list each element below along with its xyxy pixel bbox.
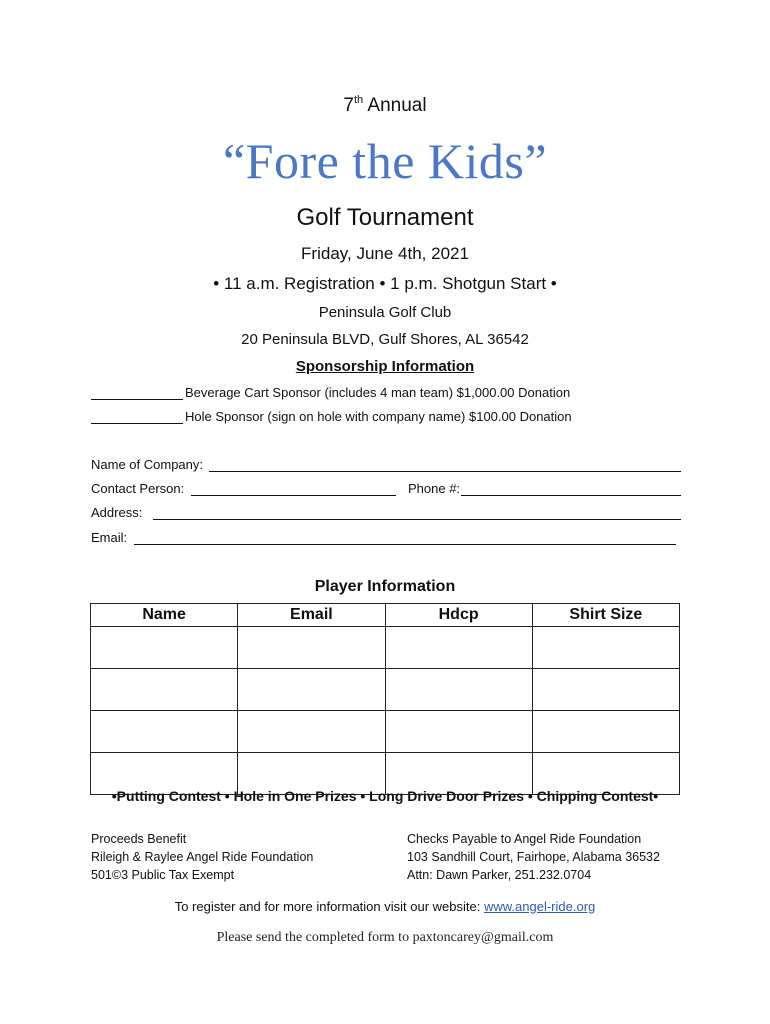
player-name-cell[interactable] bbox=[91, 627, 238, 669]
company-input-line[interactable] bbox=[209, 457, 681, 472]
col-name: Name bbox=[91, 604, 238, 627]
sponsor-option-label: Hole Sponsor (sign on hole with company name) $100.00 Donation bbox=[185, 409, 572, 424]
email-field bbox=[91, 530, 681, 548]
address-field bbox=[91, 505, 681, 523]
annual-suffix: th bbox=[353, 94, 364, 106]
contests-line: •Putting Contest • Hole in One Prizes • Long Drive Door Prizes • Chipping Contest• bbox=[111, 788, 659, 804]
website-link[interactable]: www.angel-ride.org bbox=[483, 899, 596, 914]
annual-heading bbox=[0, 94, 770, 117]
company-label: Name of Company: bbox=[91, 457, 203, 472]
player-name-cell[interactable] bbox=[91, 669, 238, 711]
checks-payable-block bbox=[407, 830, 660, 884]
player-shirt-cell[interactable] bbox=[532, 669, 679, 711]
email-input-line[interactable] bbox=[134, 530, 676, 545]
player-hdcp-cell[interactable] bbox=[385, 711, 532, 753]
address-label: Address: bbox=[91, 505, 143, 520]
player-table-header bbox=[91, 604, 680, 627]
sponsorship-heading: Sponsorship Information bbox=[295, 358, 475, 375]
player-email-cell[interactable] bbox=[238, 711, 385, 753]
event-address: 20 Peninsula BLVD, Gulf Shores, AL 36542 bbox=[241, 331, 529, 348]
player-heading: Player Information bbox=[314, 578, 456, 595]
table-row bbox=[91, 627, 680, 669]
event-subtitle: Golf Tournament bbox=[296, 204, 474, 231]
player-table bbox=[90, 603, 680, 795]
table-row bbox=[91, 669, 680, 711]
player-shirt-cell[interactable] bbox=[532, 627, 679, 669]
player-hdcp-cell[interactable] bbox=[385, 627, 532, 669]
phone-input-line[interactable] bbox=[461, 481, 681, 496]
player-shirt-cell[interactable] bbox=[532, 711, 679, 753]
address-input-line[interactable] bbox=[153, 505, 681, 520]
player-email-cell[interactable] bbox=[238, 669, 385, 711]
player-hdcp-cell[interactable] bbox=[385, 669, 532, 711]
send-form-line: Please send the completed form to paxtoncarey@gmail.com bbox=[216, 930, 554, 945]
contact-label: Contact Person: bbox=[91, 481, 185, 496]
table-row bbox=[91, 711, 680, 753]
checks-line: 103 Sandhill Court, Fairhope, Alabama 36532 bbox=[407, 850, 660, 864]
benefit-line: Proceeds Benefit bbox=[91, 832, 187, 846]
col-shirt-size: Shirt Size bbox=[532, 604, 679, 627]
sponsor-option-label: Beverage Cart Sponsor (includes 4 man team) $1,000.00 Donation bbox=[185, 385, 571, 400]
event-times: • 11 a.m. Registration • 1 p.m. Shotgun Start • bbox=[213, 274, 557, 293]
player-name-cell[interactable] bbox=[91, 711, 238, 753]
event-date: Friday, June 4th, 2021 bbox=[301, 244, 469, 263]
sponsor-blank-beverage-cart[interactable] bbox=[91, 385, 183, 400]
contact-input-line[interactable] bbox=[191, 481, 396, 496]
player-email-cell[interactable] bbox=[238, 627, 385, 669]
company-field bbox=[91, 457, 681, 475]
checks-line: Checks Payable to Angel Ride Foundation bbox=[407, 832, 642, 846]
email-label: Email: bbox=[91, 530, 128, 545]
col-email: Email bbox=[238, 604, 385, 627]
register-line bbox=[0, 899, 770, 914]
col-hdcp: Hdcp bbox=[385, 604, 532, 627]
sponsor-option-hole bbox=[91, 409, 572, 424]
event-venue: Peninsula Golf Club bbox=[318, 304, 452, 321]
checks-line: Attn: Dawn Parker, 251.232.0704 bbox=[407, 868, 592, 882]
benefit-line: Rileigh & Raylee Angel Ride Foundation bbox=[91, 850, 314, 864]
event-title: “Fore the Kids” bbox=[222, 133, 548, 189]
sponsor-blank-hole[interactable] bbox=[91, 409, 183, 424]
sponsor-option-beverage-cart bbox=[91, 385, 570, 400]
proceeds-benefit-block bbox=[91, 830, 313, 884]
annual-word: Annual bbox=[367, 95, 427, 116]
annual-number: 7 bbox=[343, 95, 354, 116]
benefit-line: 501©3 Public Tax Exempt bbox=[91, 868, 235, 882]
register-text: To register and for more information visit our website: bbox=[174, 899, 481, 914]
contact-field bbox=[91, 481, 681, 499]
phone-label: Phone #: bbox=[408, 481, 461, 496]
